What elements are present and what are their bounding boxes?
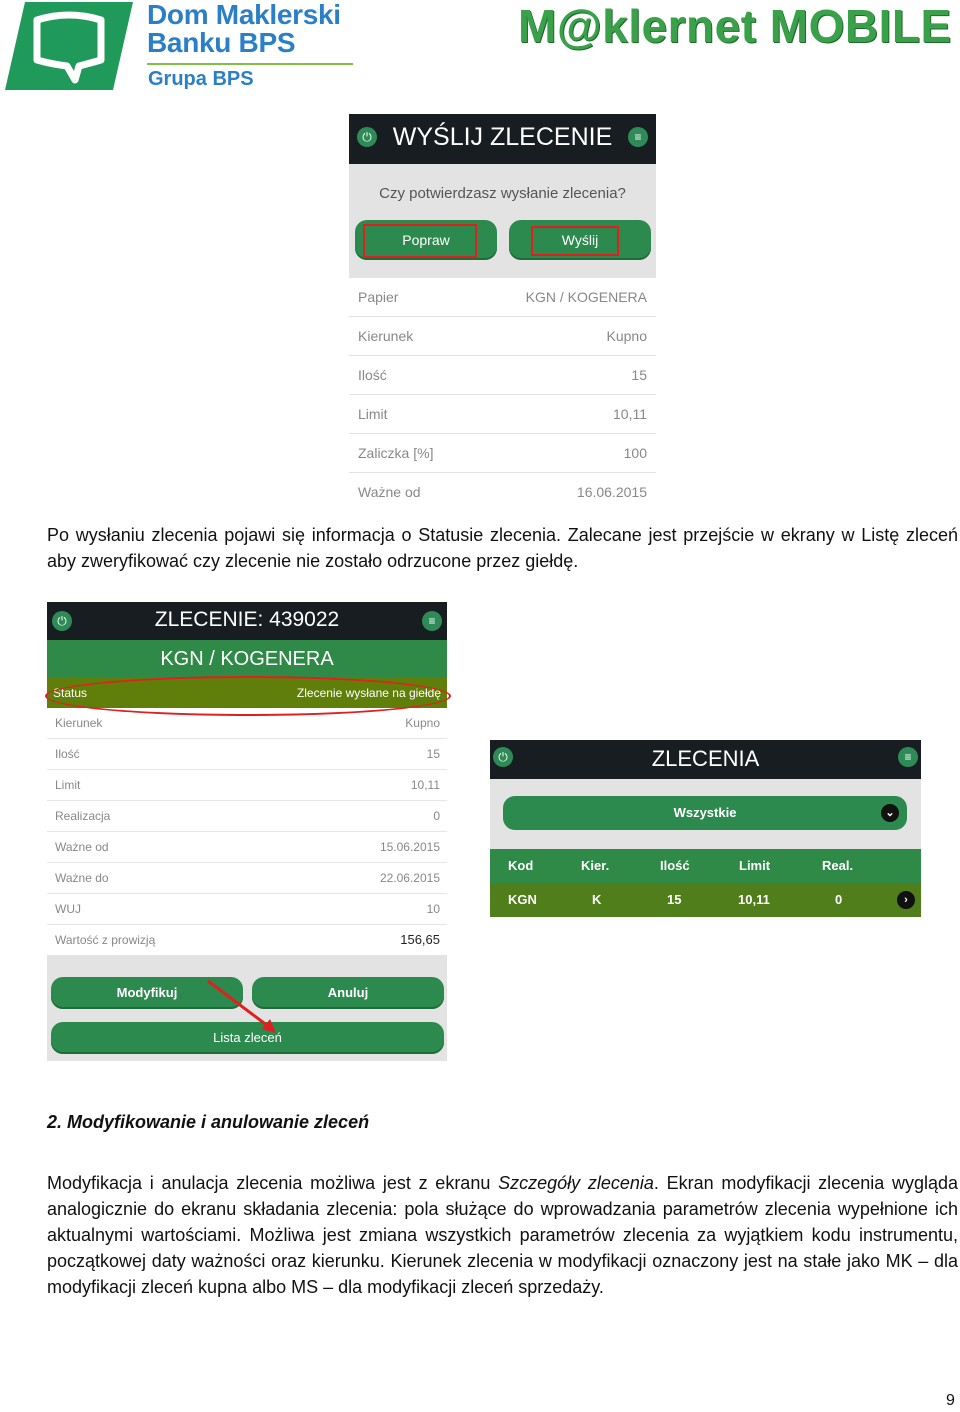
- power-icon[interactable]: ⏻: [357, 127, 377, 147]
- detail-label: Ważne do: [55, 871, 109, 885]
- table-cell: KGN: [508, 892, 537, 907]
- filter-value: Wszystkie: [673, 805, 737, 820]
- table-cell: 15: [667, 892, 682, 907]
- detail-label: Realizacja: [55, 809, 111, 823]
- detail-value: 15: [631, 367, 647, 383]
- detail-row: [47, 739, 447, 770]
- send-order-title: WYŚLIJ ZLECENIE: [392, 123, 613, 151]
- table-row[interactable]: [490, 883, 921, 917]
- detail-label: Zaliczka [%]: [358, 445, 434, 461]
- highlight-oval: [45, 676, 451, 716]
- column-header: Limit: [739, 858, 771, 873]
- highlight-frame: [531, 226, 619, 256]
- detail-value: Kupno: [405, 716, 440, 730]
- detail-row: [349, 473, 656, 511]
- confirm-question: Czy potwierdzasz wysłanie zlecenia?: [379, 185, 626, 202]
- detail-row: [349, 278, 656, 317]
- detail-label: Limit: [55, 778, 81, 792]
- detail-value: Kupno: [606, 328, 647, 344]
- paragraph-emphasis: Szczegóły zlecenia: [498, 1173, 654, 1193]
- paragraph-text: . Ekran modyfikacji zlecenia wygląda analogicznie do ekranu składania zlecenia: pola służące do wprowadzania parametrów zlecenia wypełnione ich aktualnymi wartościami. Możliwa jest zmiana wszystkich parametrów zlecenia za wyjątkiem kodu instrumentu, początkowej daty ważności oraz kierunku. Kierunek zlecenia w modyfikacji oznaczony jest na stałe jako MK – dla modyfikacji zleceń kupna albo MS – dla modyfikacji zleceń sprzedaży.: [47, 1173, 958, 1297]
- logo-text-line3: Grupa BPS: [148, 68, 254, 90]
- logo-text-line1: Dom Maklerski: [147, 0, 341, 30]
- detail-value: 22.06.2015: [379, 871, 440, 885]
- power-icon[interactable]: ⏻: [493, 747, 513, 767]
- detail-value: 0: [433, 809, 440, 823]
- chevron-right-icon[interactable]: ›: [897, 891, 915, 909]
- detail-row: [47, 770, 447, 801]
- paragraph-text: Modyfikacja i anulacja zlecenia możliwa jest z ekranu: [47, 1173, 499, 1193]
- cancel-button[interactable]: Anuluj: [252, 977, 444, 1009]
- orders-list-header: [490, 740, 921, 779]
- table-header: [490, 849, 921, 883]
- paragraph-status-info: Po wysłaniu zlecenia pojawi się informacja o Statusie zlecenia. Zalecane jest przejście w ekrany w Listę zleceń aby zweryfikować czy zlecenie nie zostało odrzucone przez giełdę.: [47, 525, 958, 571]
- detail-value: 15: [426, 747, 440, 761]
- detail-label: WUJ: [55, 902, 81, 916]
- detail-label: Kierunek: [358, 328, 414, 344]
- detail-label: Ważne od: [358, 484, 421, 500]
- detail-label: Ilość: [55, 747, 80, 761]
- detail-row: [47, 801, 447, 832]
- order-actions-panel: [47, 955, 447, 1061]
- page-number: 9: [946, 1392, 955, 1409]
- modify-button[interactable]: Modyfikuj: [51, 977, 243, 1009]
- detail-row: [349, 317, 656, 356]
- detail-label: Ważne od: [55, 840, 109, 854]
- orders-list-screen: [490, 740, 921, 921]
- send-order-header: [349, 114, 656, 164]
- detail-label: Papier: [358, 289, 399, 305]
- filter-panel: [490, 779, 921, 849]
- status-label: Status: [53, 686, 88, 700]
- detail-value: 10: [426, 902, 440, 916]
- menu-icon[interactable]: ≡: [898, 747, 918, 767]
- logo-divider: [147, 63, 353, 65]
- send-button[interactable]: Wyślij: [509, 220, 651, 260]
- detail-value: 156,65: [400, 932, 440, 947]
- highlight-frame: [363, 224, 477, 258]
- detail-value: 15.06.2015: [379, 840, 440, 854]
- table-cell: K: [592, 892, 602, 907]
- detail-row: [47, 894, 447, 925]
- order-detail-title: ZLECENIE: 439022: [154, 608, 340, 631]
- detail-row: [349, 395, 656, 434]
- order-detail-list: [47, 708, 447, 955]
- detail-row: [349, 434, 656, 473]
- logo-text-line2: Banku BPS: [147, 27, 296, 58]
- column-header: Ilość: [660, 858, 690, 873]
- filter-select[interactable]: [503, 796, 907, 830]
- confirm-panel: [349, 164, 656, 278]
- order-detail-header: [47, 602, 447, 640]
- detail-value: 10,11: [410, 778, 440, 792]
- paragraph-modification: [47, 1170, 958, 1300]
- detail-value: KGN / KOGENERA: [525, 289, 647, 305]
- column-header: Kod: [508, 858, 534, 873]
- brand-title: M@klernet MOBILE: [518, 0, 952, 52]
- orders-list-title: ZLECENIA: [651, 746, 760, 771]
- section-heading: 2. Modyfikowanie i anulowanie zleceń: [47, 1112, 370, 1132]
- column-header: Real.: [822, 858, 854, 873]
- detail-label: Kierunek: [55, 716, 103, 730]
- menu-icon[interactable]: ≡: [628, 127, 648, 147]
- table-cell: 0: [835, 892, 843, 907]
- order-detail-screen: [47, 602, 447, 1062]
- detail-row: [47, 863, 447, 894]
- column-header: Kier.: [581, 858, 610, 873]
- detail-label: Wartość z prowizją: [55, 933, 156, 947]
- bank-logo-icon: [5, 2, 133, 90]
- arrow-icon: [202, 975, 282, 1039]
- instrument-band: KGN / KOGENERA: [47, 640, 447, 678]
- detail-row: [349, 356, 656, 395]
- chevron-down-icon: ⌄: [881, 804, 899, 822]
- table-cell: 10,11: [738, 892, 770, 907]
- detail-row: [47, 925, 447, 955]
- detail-row: [47, 832, 447, 863]
- order-details-list: [349, 278, 656, 511]
- fix-button[interactable]: Popraw: [355, 220, 497, 260]
- status-value: Zlecenie wysłane na giełdę: [296, 686, 441, 700]
- detail-value: 16.06.2015: [576, 484, 647, 500]
- detail-value: 100: [623, 445, 647, 461]
- send-order-screen: [349, 114, 656, 504]
- menu-icon[interactable]: ≡: [422, 611, 442, 631]
- detail-label: Ilość: [358, 367, 387, 383]
- detail-value: 10,11: [613, 406, 647, 422]
- order-list-button[interactable]: Lista zleceń: [51, 1022, 444, 1054]
- detail-label: Limit: [358, 406, 388, 422]
- power-icon[interactable]: ⏻: [52, 611, 72, 631]
